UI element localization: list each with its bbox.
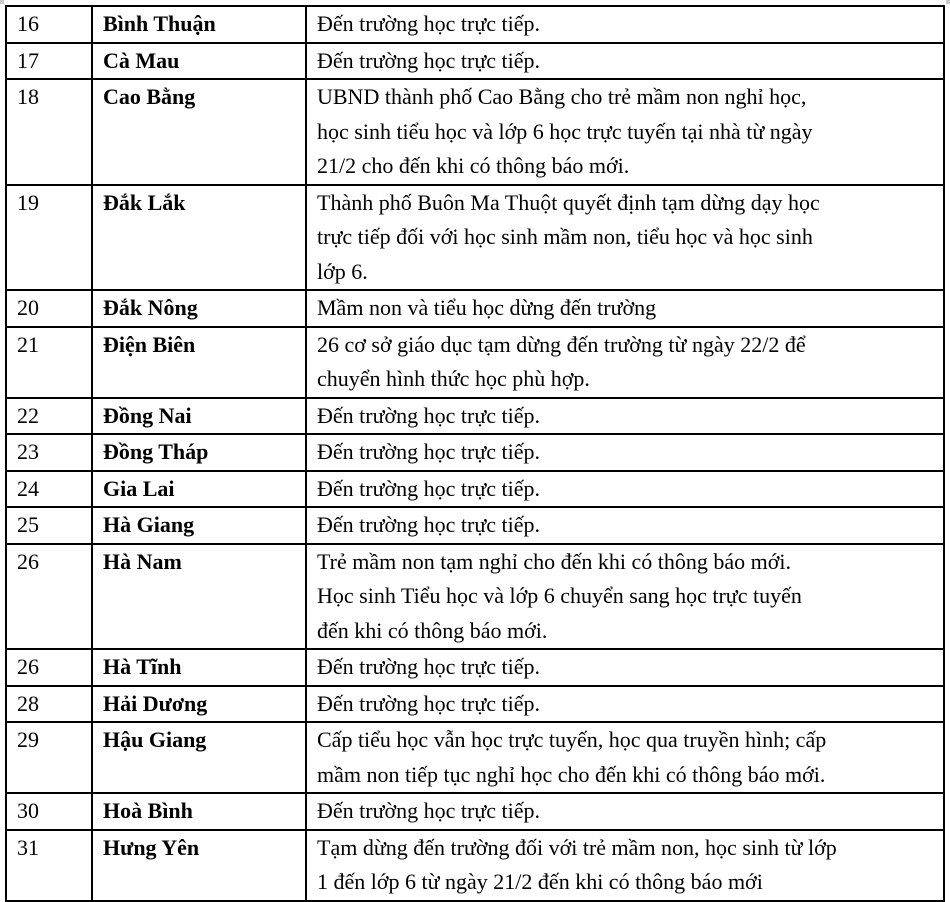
status-line: Thành phố Buôn Ma Thuột quyết định tạm dừng dạy học xyxy=(317,189,820,215)
province-name: Bình Thuận xyxy=(92,6,306,43)
province-name: Cà Mau xyxy=(92,43,306,80)
province-name: Đắk Nông xyxy=(92,290,306,327)
row-number: 22 xyxy=(6,398,92,435)
status-text xyxy=(306,544,944,650)
row-number: 30 xyxy=(6,793,92,830)
province-name: Đồng Tháp xyxy=(92,434,306,471)
province-name: Hưng Yên xyxy=(92,830,306,901)
status-line: UBND thành phố Cao Bằng cho trẻ mầm non nghỉ học, xyxy=(317,84,807,109)
status-text xyxy=(306,722,944,793)
status-line: Học sinh Tiểu học và lớp 6 chuyển sang học trực tuyến xyxy=(317,583,802,608)
status-text xyxy=(306,830,944,901)
status-line: lớp 6. xyxy=(317,258,368,284)
status-line: 26 cơ sở giáo dục tạm dừng đến trường từ ngày 22/2 để xyxy=(317,331,806,357)
row-number: 31 xyxy=(6,830,92,901)
table-row xyxy=(6,471,944,508)
province-name: Cao Bằng xyxy=(92,79,306,185)
province-name: Đồng Nai xyxy=(92,398,306,435)
status-line: Trẻ mầm non tạm nghỉ cho đến khi có thông báo mới. xyxy=(317,548,791,574)
table-row xyxy=(6,6,944,43)
table-row xyxy=(6,793,944,830)
status-text xyxy=(306,79,944,185)
province-name: Hà Tĩnh xyxy=(92,649,306,686)
status-line: đến khi có thông báo mới. xyxy=(317,617,548,643)
status-text xyxy=(306,185,944,291)
province-name: Hải Dương xyxy=(92,686,306,723)
row-number: 26 xyxy=(6,649,92,686)
province-name: Gia Lai xyxy=(92,471,306,508)
status-text: Đến trường học trực tiếp. xyxy=(306,434,944,471)
table-row xyxy=(6,185,944,291)
status-text: Đến trường học trực tiếp. xyxy=(306,649,944,686)
province-name: Hà Nam xyxy=(92,544,306,650)
row-number: 29 xyxy=(6,722,92,793)
page-corner-mark-right xyxy=(946,0,950,4)
table-row xyxy=(6,649,944,686)
status-line: chuyển hình thức học phù hợp. xyxy=(317,366,590,391)
status-line: Tạm dừng đến trường đối với trẻ mầm non, học sinh từ lớp xyxy=(317,834,837,860)
table-row xyxy=(6,830,944,901)
status-line: học sinh tiểu học và lớp 6 học trực tuyến tại nhà từ ngày xyxy=(317,118,813,144)
row-number: 25 xyxy=(6,507,92,544)
row-number: 19 xyxy=(6,185,92,291)
status-text: Mầm non và tiểu học dừng đến trường xyxy=(306,290,944,327)
status-line: trực tiếp đối với học sinh mầm non, tiểu học và học sinh xyxy=(317,224,813,249)
table-row xyxy=(6,722,944,793)
table-row xyxy=(6,686,944,723)
status-line: Cấp tiểu học vẫn học trực tuyến, học qua truyền hình; cấp xyxy=(317,727,827,752)
row-number: 24 xyxy=(6,471,92,508)
table-row xyxy=(6,290,944,327)
row-number: 18 xyxy=(6,79,92,185)
row-number: 21 xyxy=(6,327,92,398)
row-number: 16 xyxy=(6,6,92,43)
province-school-status-table xyxy=(5,5,945,902)
province-name: Hoà Bình xyxy=(92,793,306,830)
status-line: 1 đến lớp 6 từ ngày 21/2 đến khi có thông báo mới xyxy=(317,869,763,894)
table-row xyxy=(6,43,944,80)
row-number: 26 xyxy=(6,544,92,650)
page-corner-mark-left xyxy=(0,0,4,4)
table-row xyxy=(6,327,944,398)
status-text xyxy=(306,327,944,398)
row-number: 28 xyxy=(6,686,92,723)
province-name: Điện Biên xyxy=(92,327,306,398)
row-number: 20 xyxy=(6,290,92,327)
status-line: 21/2 cho đến khi có thông báo mới. xyxy=(317,153,630,178)
status-text: Đến trường học trực tiếp. xyxy=(306,6,944,43)
table-row xyxy=(6,544,944,650)
status-text: Đến trường học trực tiếp. xyxy=(306,471,944,508)
row-number: 23 xyxy=(6,434,92,471)
status-text: Đến trường học trực tiếp. xyxy=(306,398,944,435)
status-text: Đến trường học trực tiếp. xyxy=(306,507,944,544)
row-number: 17 xyxy=(6,43,92,80)
table-row xyxy=(6,507,944,544)
table-row xyxy=(6,79,944,185)
province-name: Hà Giang xyxy=(92,507,306,544)
province-name: Hậu Giang xyxy=(92,722,306,793)
status-line: mầm non tiếp tục nghỉ học cho đến khi có thông báo mới. xyxy=(317,761,826,787)
status-text: Đến trường học trực tiếp. xyxy=(306,43,944,80)
status-text: Đến trường học trực tiếp. xyxy=(306,793,944,830)
table-row xyxy=(6,434,944,471)
province-name: Đắk Lắk xyxy=(92,185,306,291)
table-row xyxy=(6,398,944,435)
status-text: Đến trường học trực tiếp. xyxy=(306,686,944,723)
